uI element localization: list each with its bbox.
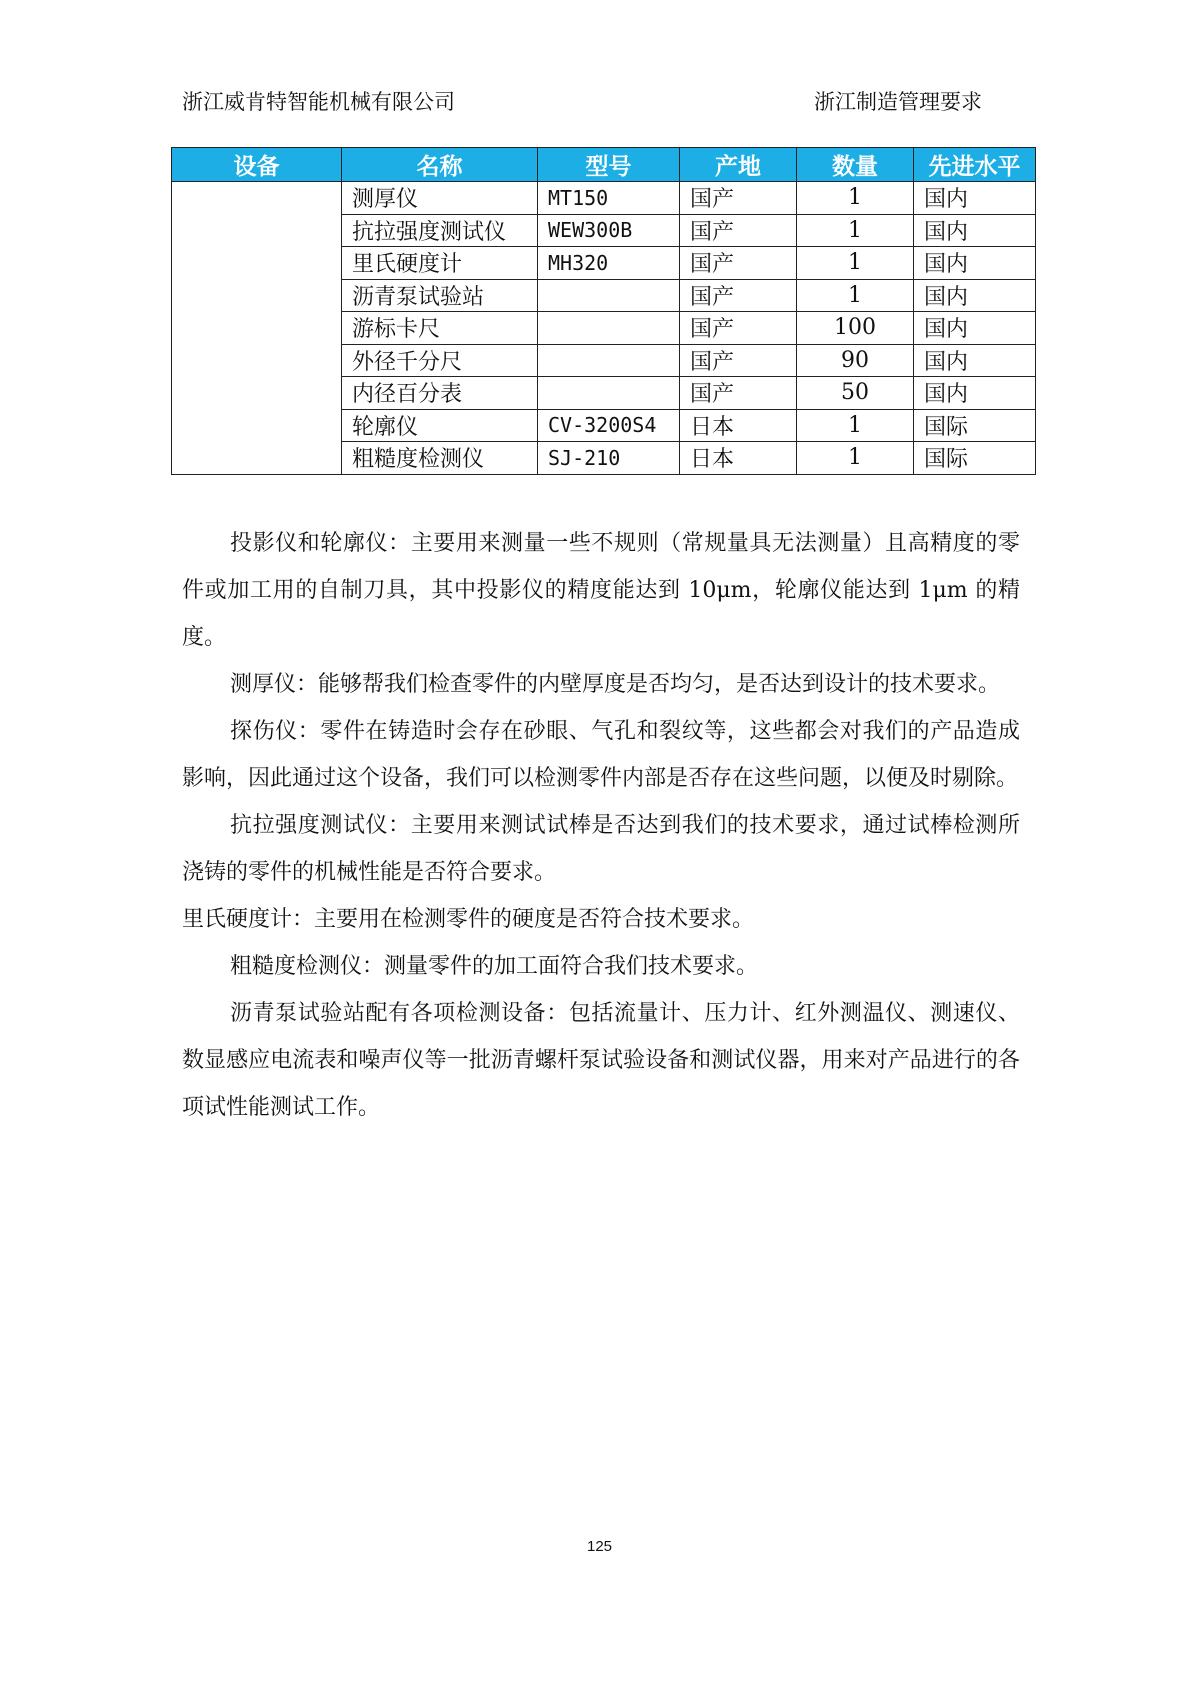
cell-origin: 国产 bbox=[680, 377, 797, 410]
cell-quantity: 1 bbox=[797, 409, 914, 442]
cell-name: 粗糙度检测仪 bbox=[342, 442, 538, 475]
paragraph-projector-profiler: 投影仪和轮廓仪：主要用来测量一些不规则（常规量具无法测量）且高精度的零件或加工用的自制刀具，其中投影仪的精度能达到 10μm，轮廓仪能达到 1μm 的精度。 bbox=[182, 531, 1020, 650]
cell-origin: 国产 bbox=[680, 214, 797, 247]
cell-model: MH320 bbox=[538, 247, 680, 280]
cell-quantity: 50 bbox=[797, 377, 914, 410]
cell-quantity: 1 bbox=[797, 182, 914, 215]
cell-quantity: 1 bbox=[797, 247, 914, 280]
cell-name: 里氏硬度计 bbox=[342, 247, 538, 280]
cell-level: 国内 bbox=[914, 214, 1036, 247]
cell-origin: 国产 bbox=[680, 182, 797, 215]
equipment-category-cell bbox=[172, 182, 342, 475]
cell-level: 国内 bbox=[914, 247, 1036, 280]
paragraph-tensile-tester: 抗拉强度测试仪：主要用来测试试棒是否达到我们的技术要求，通过试棒检测所浇铸的零件的机械性能是否符合要求。 bbox=[182, 813, 1020, 885]
cell-name: 游标卡尺 bbox=[342, 312, 538, 345]
cell-quantity: 1 bbox=[797, 442, 914, 475]
cell-level: 国内 bbox=[914, 312, 1036, 345]
cell-name: 外径千分尺 bbox=[342, 344, 538, 377]
cell-model bbox=[538, 377, 680, 410]
column-header-quantity: 数量 bbox=[797, 148, 914, 182]
document-title: 浙江制造管理要求 bbox=[814, 90, 982, 114]
cell-name: 轮廓仪 bbox=[342, 409, 538, 442]
cell-origin: 日本 bbox=[680, 442, 797, 475]
column-header-level: 先进水平 bbox=[914, 148, 1036, 182]
cell-origin: 国产 bbox=[680, 312, 797, 345]
cell-origin: 日本 bbox=[680, 409, 797, 442]
cell-quantity: 1 bbox=[797, 279, 914, 312]
cell-origin: 国产 bbox=[680, 344, 797, 377]
cell-model: MT150 bbox=[538, 182, 680, 215]
company-name: 浙江威肯特智能机械有限公司 bbox=[182, 90, 455, 114]
cell-model bbox=[538, 344, 680, 377]
cell-quantity: 100 bbox=[797, 312, 914, 345]
cell-origin: 国产 bbox=[680, 247, 797, 280]
table-header-row bbox=[172, 148, 1036, 182]
cell-level: 国内 bbox=[914, 344, 1036, 377]
cell-model: WEW300B bbox=[538, 214, 680, 247]
cell-level: 国际 bbox=[914, 409, 1036, 442]
cell-name: 测厚仪 bbox=[342, 182, 538, 215]
paragraph-thickness-gauge: 测厚仪：能够帮我们检查零件的内壁厚度是否均匀，是否达到设计的技术要求。 bbox=[230, 672, 1001, 697]
cell-quantity: 1 bbox=[797, 214, 914, 247]
cell-model: CV-3200S4 bbox=[538, 409, 680, 442]
paragraph-hardness-tester: 里氏硬度计：主要用在检测零件的硬度是否符合技术要求。 bbox=[182, 907, 755, 932]
paragraph-roughness-tester: 粗糙度检测仪：测量零件的加工面符合我们技术要求。 bbox=[230, 954, 759, 979]
cell-level: 国内 bbox=[914, 377, 1036, 410]
cell-level: 国内 bbox=[914, 279, 1036, 312]
cell-origin: 国产 bbox=[680, 279, 797, 312]
equipment-table bbox=[171, 147, 1036, 475]
cell-name: 抗拉强度测试仪 bbox=[342, 214, 538, 247]
page-header bbox=[182, 86, 982, 114]
column-header-equipment: 设备 bbox=[172, 148, 342, 182]
cell-model: SJ-210 bbox=[538, 442, 680, 475]
cell-model bbox=[538, 279, 680, 312]
cell-name: 内径百分表 bbox=[342, 377, 538, 410]
cell-level: 国际 bbox=[914, 442, 1036, 475]
column-header-model: 型号 bbox=[538, 148, 680, 182]
cell-name: 沥青泵试验站 bbox=[342, 279, 538, 312]
cell-level: 国内 bbox=[914, 182, 1036, 215]
body-text bbox=[182, 520, 1020, 1131]
cell-quantity: 90 bbox=[797, 344, 914, 377]
table-row bbox=[172, 182, 1036, 215]
paragraph-pump-test-station: 沥青泵试验站配有各项检测设备：包括流量计、压力计、红外测温仪、测速仪、数显感应电流表和噪声仪等一批沥青螺杆泵试验设备和测试仪器，用来对产品进行的各项试性能测试工作。 bbox=[182, 1001, 1020, 1120]
page-number: 125 bbox=[586, 1538, 613, 1555]
column-header-origin: 产地 bbox=[680, 148, 797, 182]
paragraph-flaw-detector: 探伤仪：零件在铸造时会存在砂眼、气孔和裂纹等，这些都会对我们的产品造成影响，因此通过这个设备，我们可以检测零件内部是否存在这些问题，以便及时剔除。 bbox=[182, 719, 1020, 791]
column-header-name: 名称 bbox=[342, 148, 538, 182]
cell-model bbox=[538, 312, 680, 345]
